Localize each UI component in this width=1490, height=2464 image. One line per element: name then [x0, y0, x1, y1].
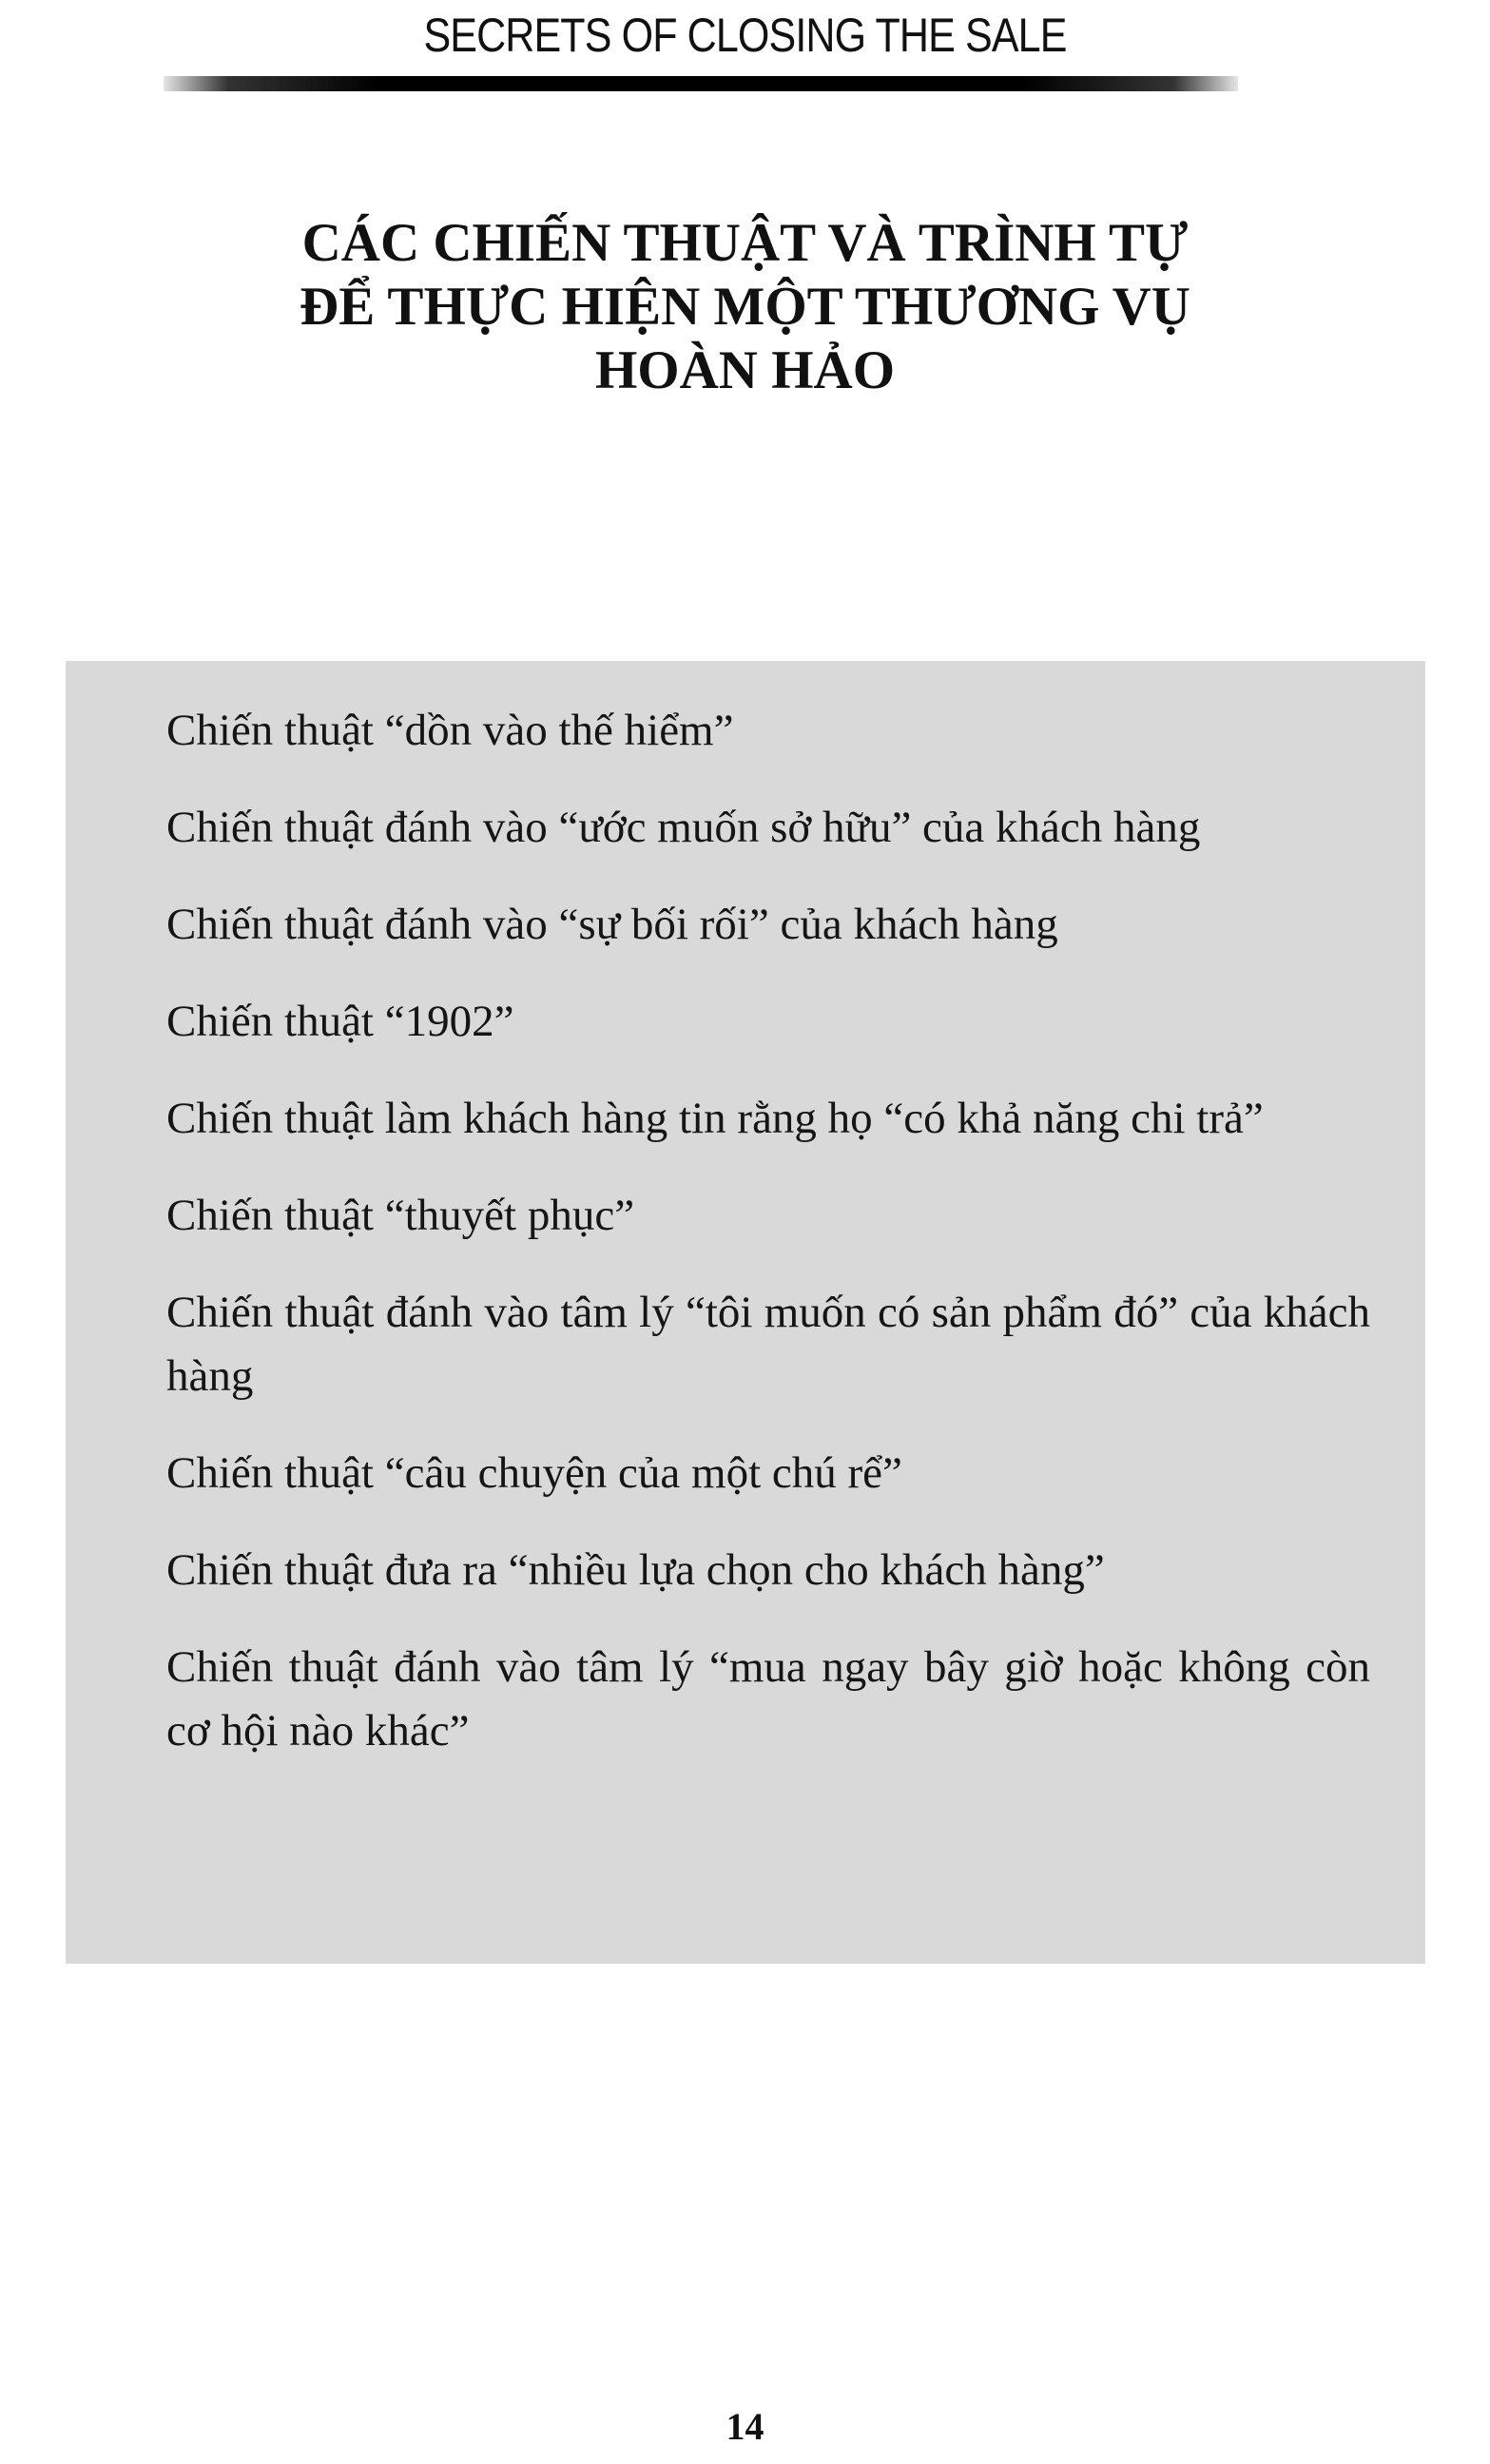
tactic-item: Chiến thuật “thuyết phục” — [166, 1191, 635, 1240]
tactics-list — [166, 699, 1370, 1796]
tactic-item: Chiến thuật đánh vào “ước muốn sở hữu” của khách hàng — [166, 803, 1201, 852]
running-header: SECRETS OF CLOSING THE SALE — [423, 9, 1067, 62]
tactic-item: Chiến thuật đưa ra “nhiều lựa chọn cho khách hàng” — [166, 1545, 1105, 1595]
chapter-title-line: ĐỂ THỰC HIỆN MỘT THƯƠNG VỤ — [300, 277, 1190, 337]
tactic-item: Chiến thuật “1902” — [166, 997, 514, 1046]
tactic-item: Chiến thuật “câu chuyện của một chú rể” — [166, 1448, 902, 1498]
chapter-title-line: CÁC CHIẾN THUẬT VÀ TRÌNH TỰ — [301, 213, 1189, 273]
chapter-title — [190, 211, 1300, 402]
tactic-item: Chiến thuật làm khách hàng tin rằng họ “có khả năng chi trả” — [166, 1094, 1264, 1143]
page-number: 14 — [726, 2405, 764, 2448]
tactic-item: Chiến thuật đánh vào “sự bối rối” của khách hàng — [166, 900, 1058, 949]
tactic-item: Chiến thuật đánh vào tâm lý “mua ngay bây giờ hoặc không còn cơ hội nào khác” — [166, 1642, 1370, 1756]
header-rule — [164, 76, 1238, 91]
chapter-title-line: HOÀN HẢO — [594, 340, 896, 400]
tactics-box — [66, 661, 1425, 1964]
tactic-item: Chiến thuật đánh vào tâm lý “tôi muốn có sản phẩm đó” của khách hàng — [166, 1288, 1370, 1401]
tactic-item: Chiến thuật “dồn vào thế hiểm” — [166, 706, 734, 755]
